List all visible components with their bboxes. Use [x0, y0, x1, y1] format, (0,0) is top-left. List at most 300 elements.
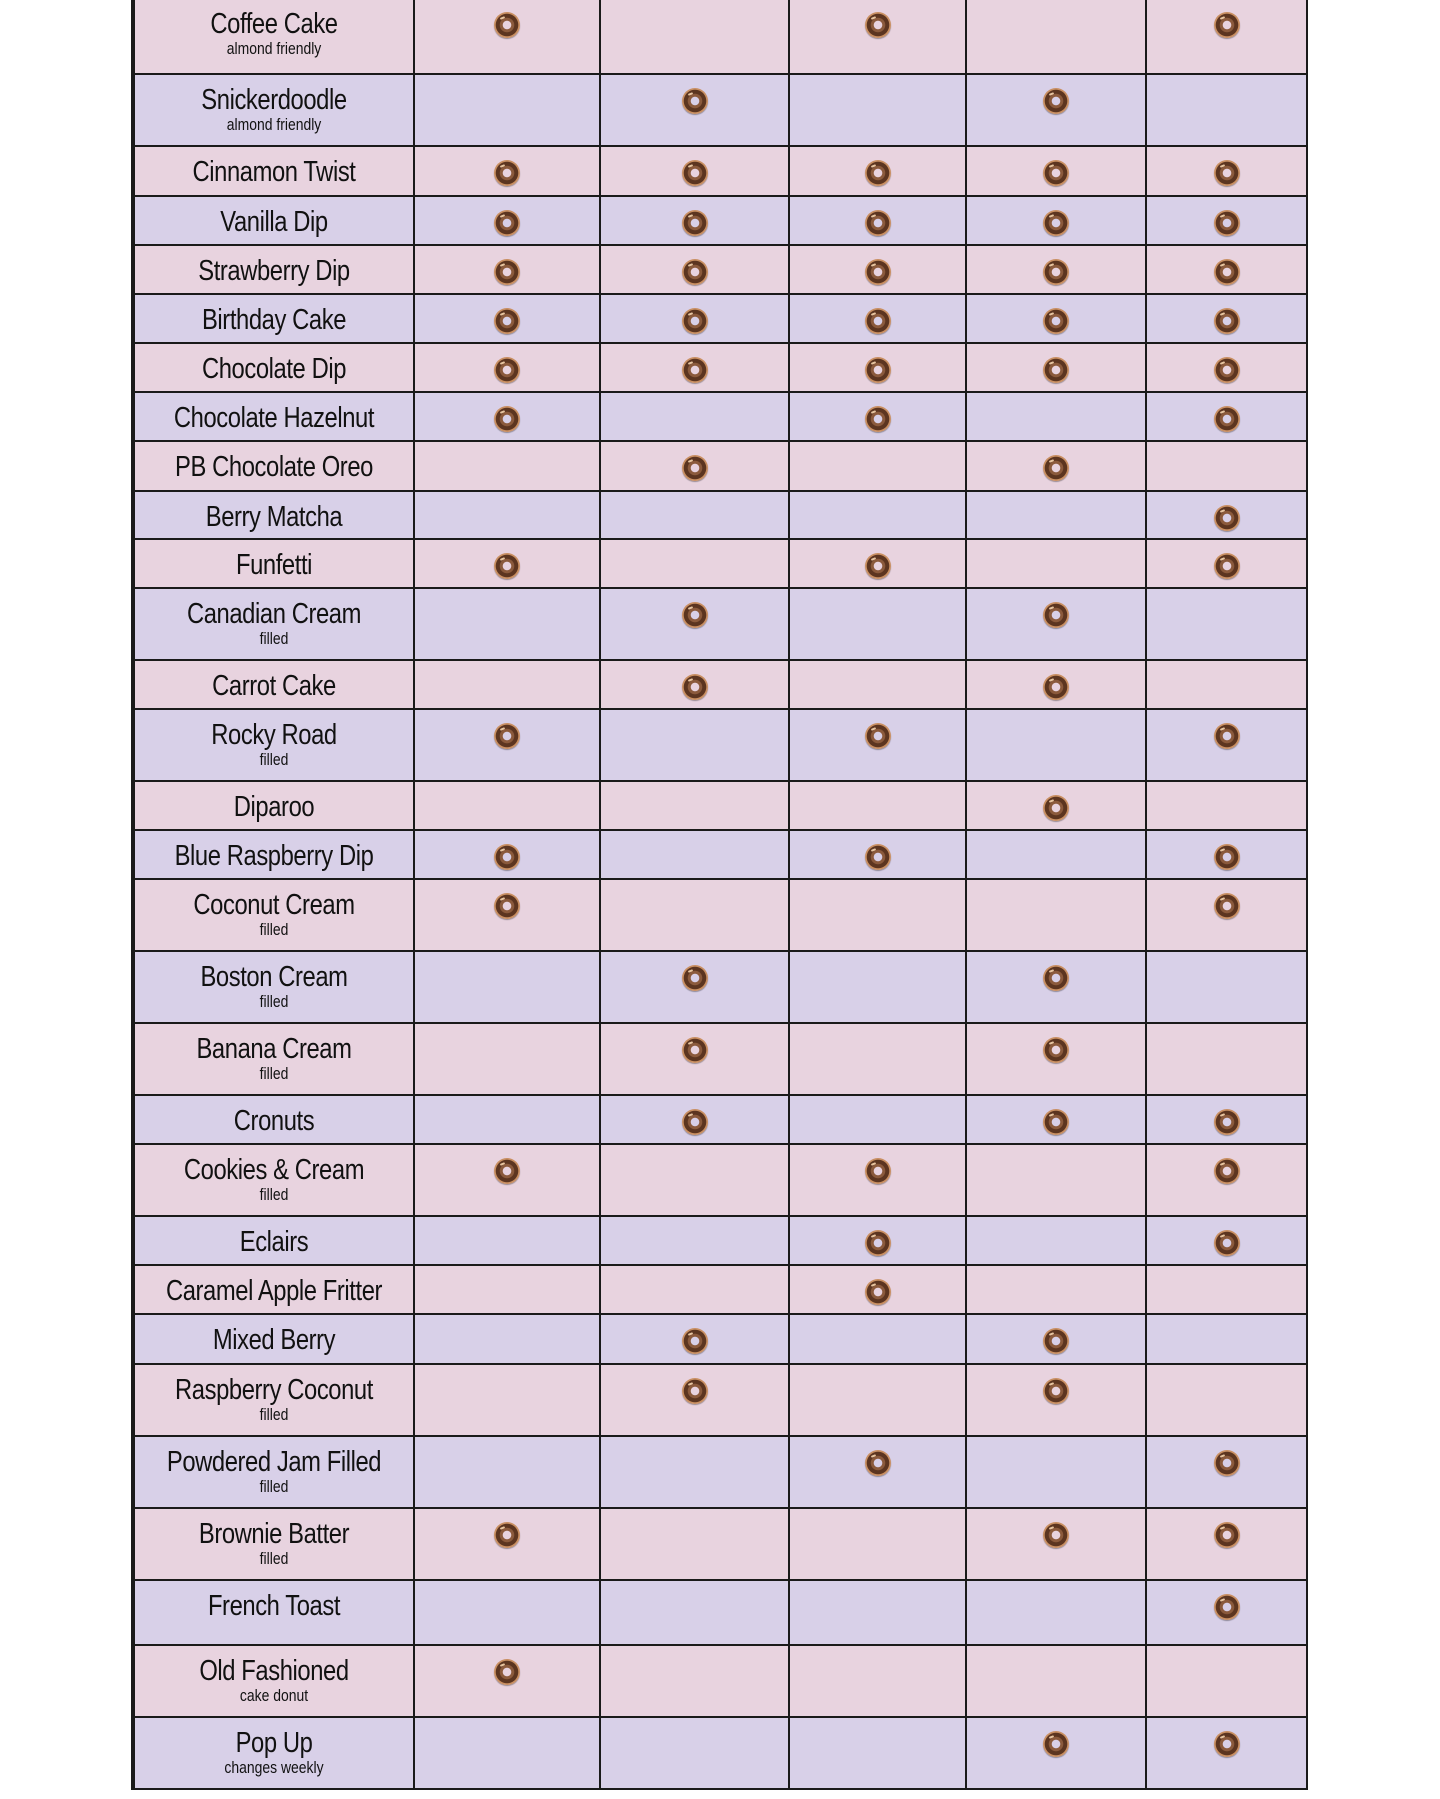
donut-icon: [1043, 1731, 1069, 1757]
flavor-name: Funfetti: [235, 549, 313, 581]
table-row: [134, 709, 1307, 781]
availability-cell: [966, 245, 1146, 294]
donut-icon: [865, 723, 891, 749]
donut-icon: [1043, 1109, 1069, 1135]
flavor-name: Strawberry Dip: [198, 255, 350, 287]
flavor-name: Canadian Cream: [186, 598, 362, 630]
availability-cell: [600, 1364, 789, 1436]
donut-icon: [494, 553, 520, 579]
donut-icon: [1043, 357, 1069, 383]
availability-cell: [600, 951, 789, 1023]
availability-cell: [789, 1436, 966, 1508]
availability-cell: [600, 196, 789, 245]
availability-cell: [789, 245, 966, 294]
donut-icon: [1043, 210, 1069, 236]
availability-cell: [1146, 1095, 1307, 1144]
availability-cell: [789, 1144, 966, 1216]
flavor-note: filled: [259, 750, 289, 769]
flavor-name: Berry Matcha: [205, 501, 343, 533]
table-row: [134, 196, 1307, 245]
availability-cell: [966, 709, 1146, 781]
donut-icon: [1214, 553, 1240, 579]
flavor-name-cell: [134, 245, 414, 294]
availability-cell: [1146, 294, 1307, 343]
donut-icon: [1214, 505, 1240, 531]
donut-icon: [1043, 1037, 1069, 1063]
availability-cell: [600, 1216, 789, 1265]
flavor-note: filled: [259, 1185, 289, 1204]
flavor-name: Old Fashioned: [199, 1655, 349, 1687]
availability-cell: [600, 1265, 789, 1314]
donut-icon: [1214, 1230, 1240, 1256]
table-row: [134, 1645, 1307, 1717]
availability-cell: [414, 1216, 600, 1265]
donut-icon: [1043, 674, 1069, 700]
availability-cell: [414, 1717, 600, 1789]
availability-cell: [789, 709, 966, 781]
flavor-note: filled: [259, 629, 289, 648]
availability-cell: [414, 245, 600, 294]
availability-cell: [414, 879, 600, 951]
table-row: [134, 1265, 1307, 1314]
availability-cell: [600, 146, 789, 196]
donut-icon: [682, 1109, 708, 1135]
availability-cell: [600, 539, 789, 588]
availability-cell: [966, 343, 1146, 392]
availability-cell: [1146, 951, 1307, 1023]
availability-cell: [789, 491, 966, 539]
availability-cell: [966, 1364, 1146, 1436]
availability-cell: [1146, 343, 1307, 392]
availability-cell: [414, 1265, 600, 1314]
flavor-note: filled: [259, 1405, 289, 1424]
availability-cell: [600, 441, 789, 491]
table-row: [134, 392, 1307, 441]
donut-icon: [1043, 455, 1069, 481]
availability-cell: [600, 294, 789, 343]
flavor-name-cell: [134, 491, 414, 539]
donut-icon: [1043, 795, 1069, 821]
availability-cell: [966, 830, 1146, 879]
availability-cell: [1146, 0, 1307, 74]
availability-cell: [966, 294, 1146, 343]
donut-icon: [865, 259, 891, 285]
donut-icon: [1214, 844, 1240, 870]
availability-cell: [414, 1508, 600, 1580]
flavor-name-cell: [134, 709, 414, 781]
availability-cell: [789, 660, 966, 709]
availability-cell: [600, 0, 789, 74]
flavor-name: Chocolate Dip: [201, 353, 347, 385]
donut-icon: [865, 12, 891, 38]
availability-cell: [1146, 196, 1307, 245]
donut-icon: [1214, 12, 1240, 38]
donut-icon: [1214, 723, 1240, 749]
donut-icon: [682, 308, 708, 334]
availability-cell: [1146, 1144, 1307, 1216]
availability-cell: [414, 830, 600, 879]
availability-cell: [414, 0, 600, 74]
table-row: [134, 74, 1307, 146]
flavor-name-cell: [134, 951, 414, 1023]
table-row: [134, 491, 1307, 539]
donut-icon: [865, 1279, 891, 1305]
flavor-name: Rocky Road: [211, 719, 337, 751]
availability-cell: [600, 245, 789, 294]
availability-cell: [414, 1023, 600, 1095]
donut-icon: [1214, 893, 1240, 919]
availability-cell: [789, 196, 966, 245]
table-row: [134, 1095, 1307, 1144]
availability-cell: [789, 294, 966, 343]
flavor-name-cell: [134, 74, 414, 146]
availability-cell: [966, 588, 1146, 660]
availability-cell: [600, 1436, 789, 1508]
donut-icon: [1043, 88, 1069, 114]
donut-icon: [682, 1378, 708, 1404]
flavor-name-cell: [134, 146, 414, 196]
availability-cell: [414, 196, 600, 245]
donut-icon: [494, 1522, 520, 1548]
donut-icon: [494, 723, 520, 749]
donut-icon: [1214, 160, 1240, 186]
flavor-name: Pop Up: [235, 1727, 313, 1759]
availability-cell: [789, 1265, 966, 1314]
donut-icon: [1214, 308, 1240, 334]
availability-grid: [133, 0, 1308, 1790]
availability-cell: [1146, 588, 1307, 660]
availability-cell: [966, 441, 1146, 491]
donut-icon: [865, 1450, 891, 1476]
availability-cell: [600, 1580, 789, 1645]
availability-cell: [966, 196, 1146, 245]
table-row: [134, 1717, 1307, 1789]
availability-cell: [414, 1436, 600, 1508]
availability-cell: [600, 830, 789, 879]
availability-cell: [789, 1508, 966, 1580]
flavor-name-cell: [134, 441, 414, 491]
table-row: [134, 879, 1307, 951]
donut-icon: [1214, 210, 1240, 236]
table-row: [134, 660, 1307, 709]
availability-cell: [600, 879, 789, 951]
flavor-name: Birthday Cake: [201, 304, 347, 336]
availability-cell: [414, 588, 600, 660]
availability-cell: [414, 539, 600, 588]
availability-cell: [789, 588, 966, 660]
availability-cell: [966, 1095, 1146, 1144]
availability-cell: [789, 539, 966, 588]
availability-cell: [414, 343, 600, 392]
availability-cell: [966, 146, 1146, 196]
availability-cell: [1146, 441, 1307, 491]
availability-cell: [966, 392, 1146, 441]
availability-cell: [414, 1580, 600, 1645]
availability-cell: [789, 74, 966, 146]
donut-icon: [1214, 1109, 1240, 1135]
table-row: [134, 1364, 1307, 1436]
donut-icon: [1214, 1594, 1240, 1620]
availability-cell: [414, 781, 600, 830]
flavor-name: Vanilla Dip: [220, 206, 328, 238]
donut-icon: [682, 1037, 708, 1063]
availability-cell: [789, 146, 966, 196]
availability-cell: [414, 1364, 600, 1436]
flavor-name: Mixed Berry: [212, 1324, 336, 1356]
flavor-name-cell: [134, 1645, 414, 1717]
flavor-name-cell: [134, 1314, 414, 1364]
availability-cell: [414, 1144, 600, 1216]
availability-cell: [414, 392, 600, 441]
availability-cell: [414, 1645, 600, 1717]
availability-cell: [414, 441, 600, 491]
donut-icon: [494, 308, 520, 334]
availability-cell: [600, 1508, 789, 1580]
availability-cell: [600, 1314, 789, 1364]
table-row: [134, 1216, 1307, 1265]
availability-cell: [789, 830, 966, 879]
donut-icon: [1043, 602, 1069, 628]
availability-cell: [1146, 146, 1307, 196]
donut-icon: [1043, 160, 1069, 186]
flavor-name: Banana Cream: [196, 1033, 352, 1065]
donut-icon: [494, 406, 520, 432]
flavor-note: filled: [259, 992, 289, 1011]
flavor-name: Cookies & Cream: [183, 1154, 365, 1186]
flavor-note: changes weekly: [224, 1758, 324, 1777]
flavor-name: Chocolate Hazelnut: [173, 402, 375, 434]
availability-cell: [414, 146, 600, 196]
flavor-note: cake donut: [239, 1686, 309, 1705]
availability-cell: [600, 1144, 789, 1216]
flavor-name-cell: [134, 781, 414, 830]
donut-icon: [865, 844, 891, 870]
availability-cell: [600, 74, 789, 146]
flavor-name: Diparoo: [233, 791, 315, 823]
availability-cell: [966, 0, 1146, 74]
availability-cell: [789, 1023, 966, 1095]
availability-cell: [600, 1717, 789, 1789]
availability-cell: [414, 709, 600, 781]
donut-icon: [1214, 1450, 1240, 1476]
donut-icon: [682, 602, 708, 628]
availability-cell: [1146, 1023, 1307, 1095]
availability-cell: [1146, 660, 1307, 709]
table-row: [134, 830, 1307, 879]
donut-icon: [1214, 1522, 1240, 1548]
availability-cell: [1146, 1265, 1307, 1314]
availability-cell: [966, 1144, 1146, 1216]
donut-icon: [494, 160, 520, 186]
table-row: [134, 245, 1307, 294]
availability-cell: [600, 781, 789, 830]
flavor-name-cell: [134, 1364, 414, 1436]
availability-cell: [966, 1436, 1146, 1508]
donut-icon: [682, 674, 708, 700]
availability-cell: [600, 1645, 789, 1717]
availability-cell: [1146, 830, 1307, 879]
availability-cell: [966, 539, 1146, 588]
flavor-name-cell: [134, 660, 414, 709]
donut-icon: [865, 210, 891, 236]
availability-cell: [789, 1717, 966, 1789]
flavor-name-cell: [134, 1265, 414, 1314]
availability-cell: [1146, 539, 1307, 588]
flavor-name-cell: [134, 343, 414, 392]
availability-cell: [789, 343, 966, 392]
donut-icon: [865, 357, 891, 383]
availability-cell: [789, 1095, 966, 1144]
donut-icon: [1043, 308, 1069, 334]
availability-cell: [600, 343, 789, 392]
flavor-name-cell: [134, 588, 414, 660]
donut-icon: [1214, 1158, 1240, 1184]
flavor-name: Raspberry Coconut: [175, 1374, 373, 1406]
availability-cell: [966, 781, 1146, 830]
flavor-name-cell: [134, 879, 414, 951]
flavor-name: Snickerdoodle: [201, 84, 347, 116]
flavor-name: Cinnamon Twist: [192, 156, 356, 188]
availability-cell: [1146, 74, 1307, 146]
availability-cell: [600, 660, 789, 709]
table-row: [134, 781, 1307, 830]
flavor-name-cell: [134, 392, 414, 441]
donut-icon: [494, 844, 520, 870]
table-row: [134, 1023, 1307, 1095]
flavor-name: Blue Raspberry Dip: [174, 840, 374, 872]
flavor-name-cell: [134, 0, 414, 74]
flavor-note: filled: [259, 920, 289, 939]
availability-cell: [1146, 781, 1307, 830]
availability-cell: [414, 1095, 600, 1144]
donut-icon: [865, 1230, 891, 1256]
table-row: [134, 343, 1307, 392]
availability-cell: [600, 709, 789, 781]
flavor-name: Coconut Cream: [193, 889, 355, 921]
flavor-name-cell: [134, 1580, 414, 1645]
flavor-name: Brownie Batter: [198, 1518, 350, 1550]
flavor-name-cell: [134, 1436, 414, 1508]
availability-cell: [789, 1580, 966, 1645]
availability-cell: [789, 1314, 966, 1364]
flavor-name: Coffee Cake: [210, 8, 338, 40]
flavor-name: Eclairs: [239, 1226, 309, 1258]
donut-icon: [682, 88, 708, 114]
availability-cell: [1146, 1364, 1307, 1436]
availability-cell: [966, 660, 1146, 709]
donut-icon: [682, 160, 708, 186]
availability-cell: [600, 392, 789, 441]
availability-cell: [966, 491, 1146, 539]
availability-cell: [966, 1645, 1146, 1717]
availability-cell: [789, 392, 966, 441]
donut-icon: [494, 259, 520, 285]
table-row: [134, 294, 1307, 343]
donut-icon: [1043, 259, 1069, 285]
availability-cell: [1146, 1314, 1307, 1364]
donut-icon: [1043, 1522, 1069, 1548]
donut-icon: [494, 1158, 520, 1184]
donut-icon: [1043, 1328, 1069, 1354]
table-row: [134, 1580, 1307, 1645]
availability-cell: [966, 1508, 1146, 1580]
availability-cell: [1146, 392, 1307, 441]
donut-icon: [682, 455, 708, 481]
donut-icon: [1214, 406, 1240, 432]
availability-cell: [600, 491, 789, 539]
availability-cell: [966, 1717, 1146, 1789]
availability-cell: [600, 588, 789, 660]
donut-icon: [1214, 357, 1240, 383]
availability-cell: [789, 951, 966, 1023]
availability-cell: [1146, 879, 1307, 951]
donut-icon: [682, 357, 708, 383]
donut-icon: [865, 1158, 891, 1184]
availability-cell: [966, 1023, 1146, 1095]
flavor-name-cell: [134, 1144, 414, 1216]
table-row: [134, 441, 1307, 491]
availability-cell: [600, 1023, 789, 1095]
flavor-name: Cronuts: [233, 1105, 315, 1137]
donut-icon: [494, 893, 520, 919]
donut-icon: [865, 553, 891, 579]
availability-cell: [1146, 1216, 1307, 1265]
table-body: [134, 0, 1307, 1789]
donut-icon: [494, 210, 520, 236]
flavor-name-cell: [134, 196, 414, 245]
donut-availability-table: [131, 0, 1308, 1790]
availability-cell: [966, 1265, 1146, 1314]
availability-cell: [966, 951, 1146, 1023]
availability-cell: [1146, 1508, 1307, 1580]
availability-cell: [1146, 491, 1307, 539]
availability-cell: [966, 1580, 1146, 1645]
table-row: [134, 539, 1307, 588]
flavor-name-cell: [134, 294, 414, 343]
availability-cell: [789, 1645, 966, 1717]
donut-icon: [682, 259, 708, 285]
availability-cell: [789, 879, 966, 951]
availability-cell: [1146, 1436, 1307, 1508]
table-row: [134, 0, 1307, 74]
table-row: [134, 1508, 1307, 1580]
flavor-note: filled: [259, 1477, 289, 1496]
donut-icon: [865, 160, 891, 186]
flavor-name-cell: [134, 539, 414, 588]
availability-cell: [1146, 245, 1307, 294]
flavor-note: filled: [259, 1549, 289, 1568]
donut-icon: [494, 1659, 520, 1685]
availability-cell: [789, 441, 966, 491]
flavor-name: PB Chocolate Oreo: [175, 451, 373, 483]
donut-icon: [494, 12, 520, 38]
donut-icon: [865, 406, 891, 432]
availability-cell: [414, 1314, 600, 1364]
availability-cell: [414, 951, 600, 1023]
donut-icon: [1043, 965, 1069, 991]
flavor-name: French Toast: [207, 1590, 341, 1622]
availability-cell: [966, 1314, 1146, 1364]
availability-cell: [600, 1095, 789, 1144]
table-row: [134, 146, 1307, 196]
flavor-name-cell: [134, 1095, 414, 1144]
flavor-name-cell: [134, 1508, 414, 1580]
availability-cell: [1146, 1717, 1307, 1789]
availability-cell: [789, 1216, 966, 1265]
flavor-name: Boston Cream: [200, 961, 348, 993]
donut-icon: [1043, 1378, 1069, 1404]
availability-cell: [1146, 1580, 1307, 1645]
